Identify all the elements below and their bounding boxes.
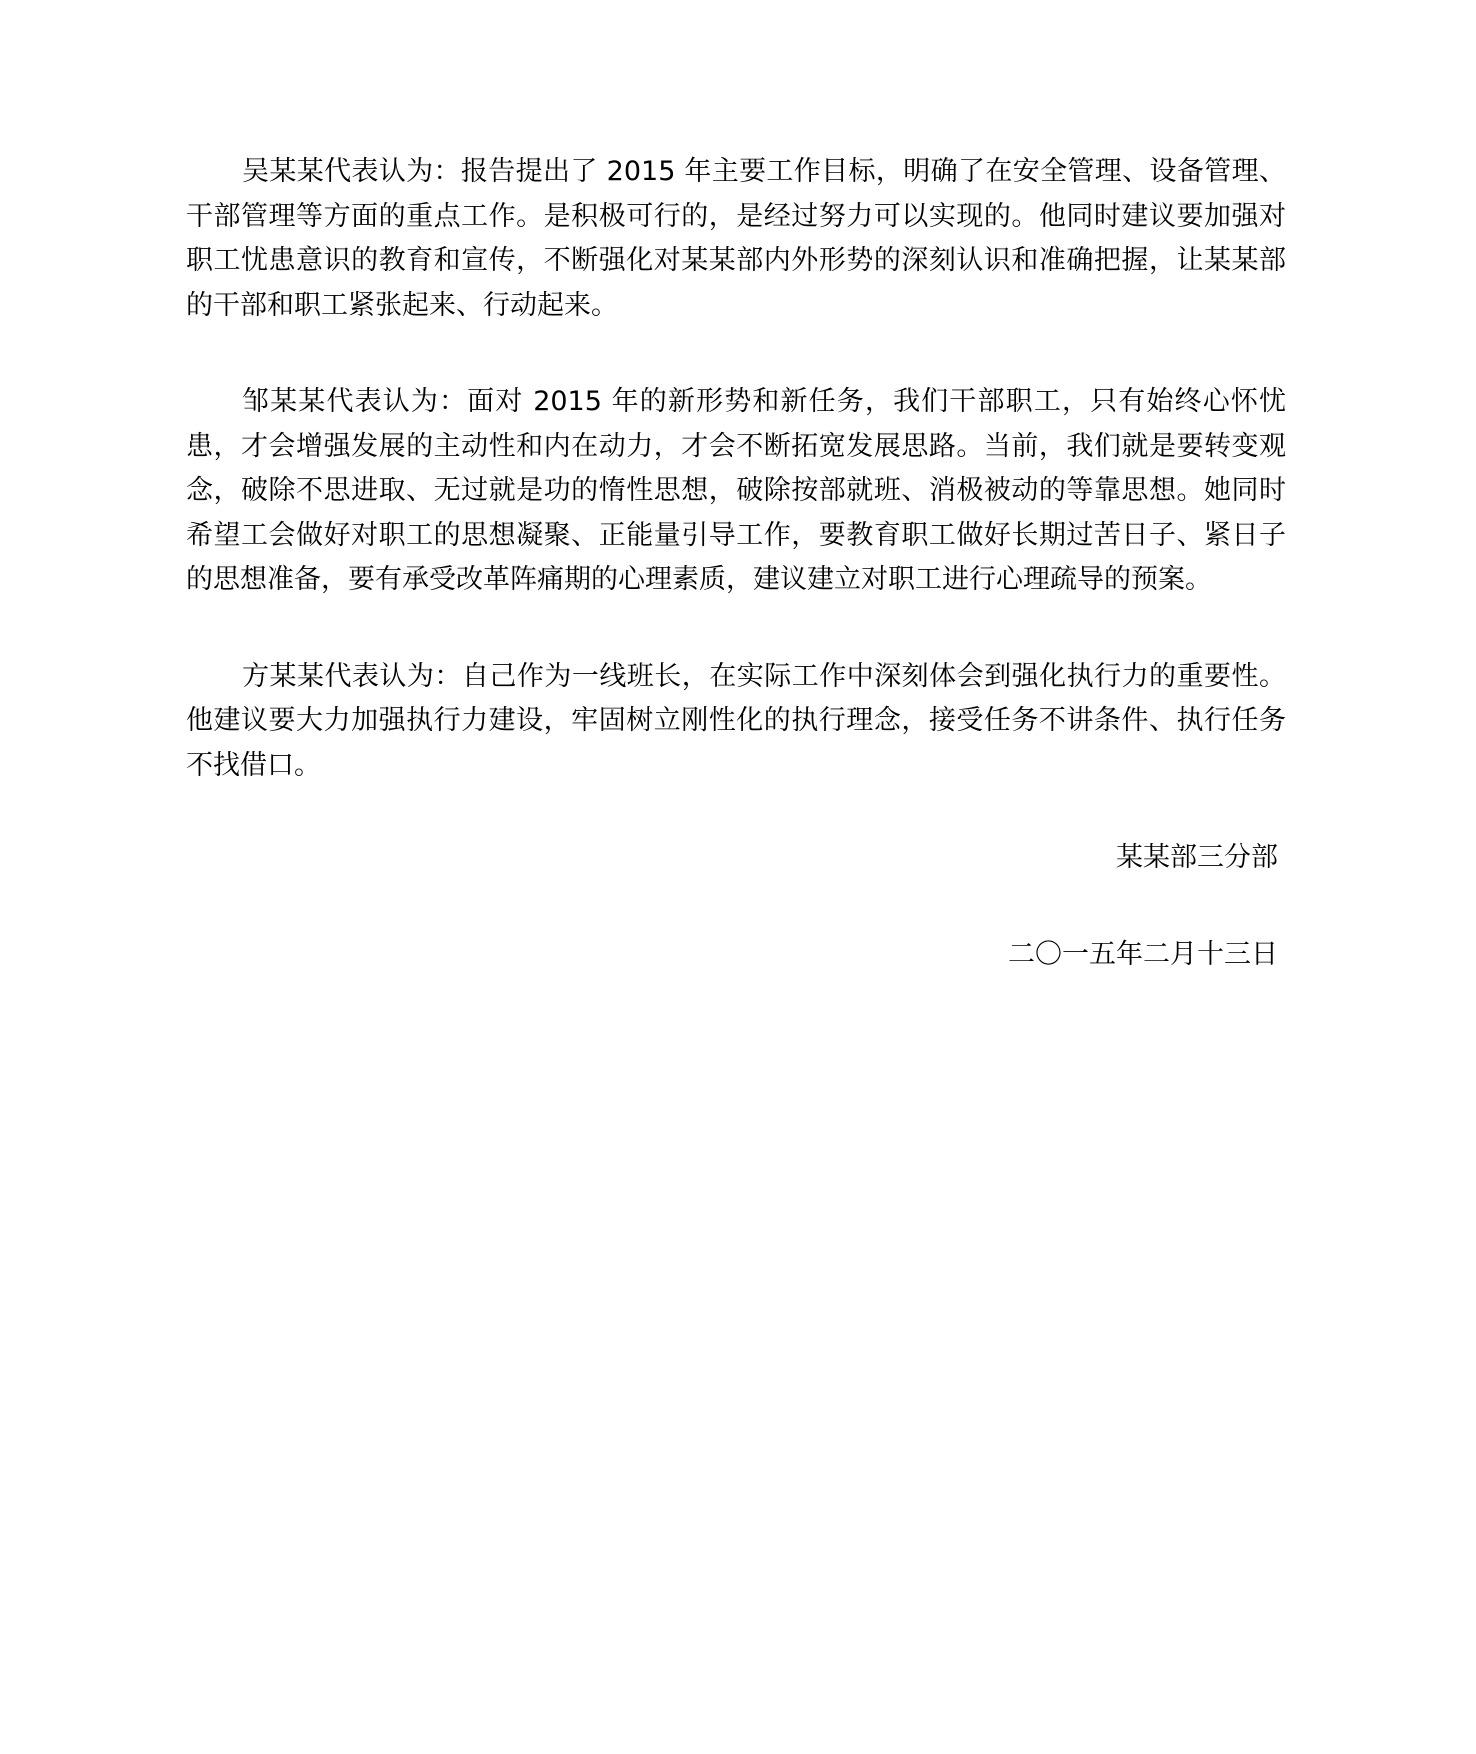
paragraph-wu-representative: 吴某某代表认为：报告提出了 2015 年主要工作目标，明确了在安全管理、设备管理、干部管理等方面的重点工作。是积极可行的，是经过努力可以实现的。他同时建议要加强对职工忧患意识的教育和宣传，不断强化对某某部内外形势的深刻认识和准确把握，让某某部的干部和职工紧张起来、行动起来。 bbox=[186, 156, 1286, 321]
signature-date: 二〇一五年二月十三日 bbox=[1008, 938, 1278, 970]
paragraph-zou-representative: 邹某某代表认为：面对 2015 年的新形势和新任务，我们干部职工，只有始终心怀忧患，才会增强发展的主动性和内在动力，才会不断拓宽发展思路。当前，我们就是要转变观念，破除不思进取、无过就是功的惰性思想，破除按部就班、消极被动的等靠思想。她同时希望工会做好对职工的思想凝聚、正能量引导工作，要教育职工做好长期过苦日子、紧日子的思想准备，要有承受改革阵痛期的心理素质，建议建立对职工进行心理疏导的预案。 bbox=[186, 386, 1286, 595]
signature-organization: 某某部三分部 bbox=[1116, 842, 1278, 873]
paragraph-fang-representative: 方某某代表认为：自己作为一线班长，在实际工作中深刻体会到强化执行力的重要性。他建议要大力加强执行力建设，牢固树立刚性化的执行理念，接受任务不讲条件、执行任务不找借口。 bbox=[186, 660, 1286, 781]
document-body bbox=[186, 150, 1286, 977]
